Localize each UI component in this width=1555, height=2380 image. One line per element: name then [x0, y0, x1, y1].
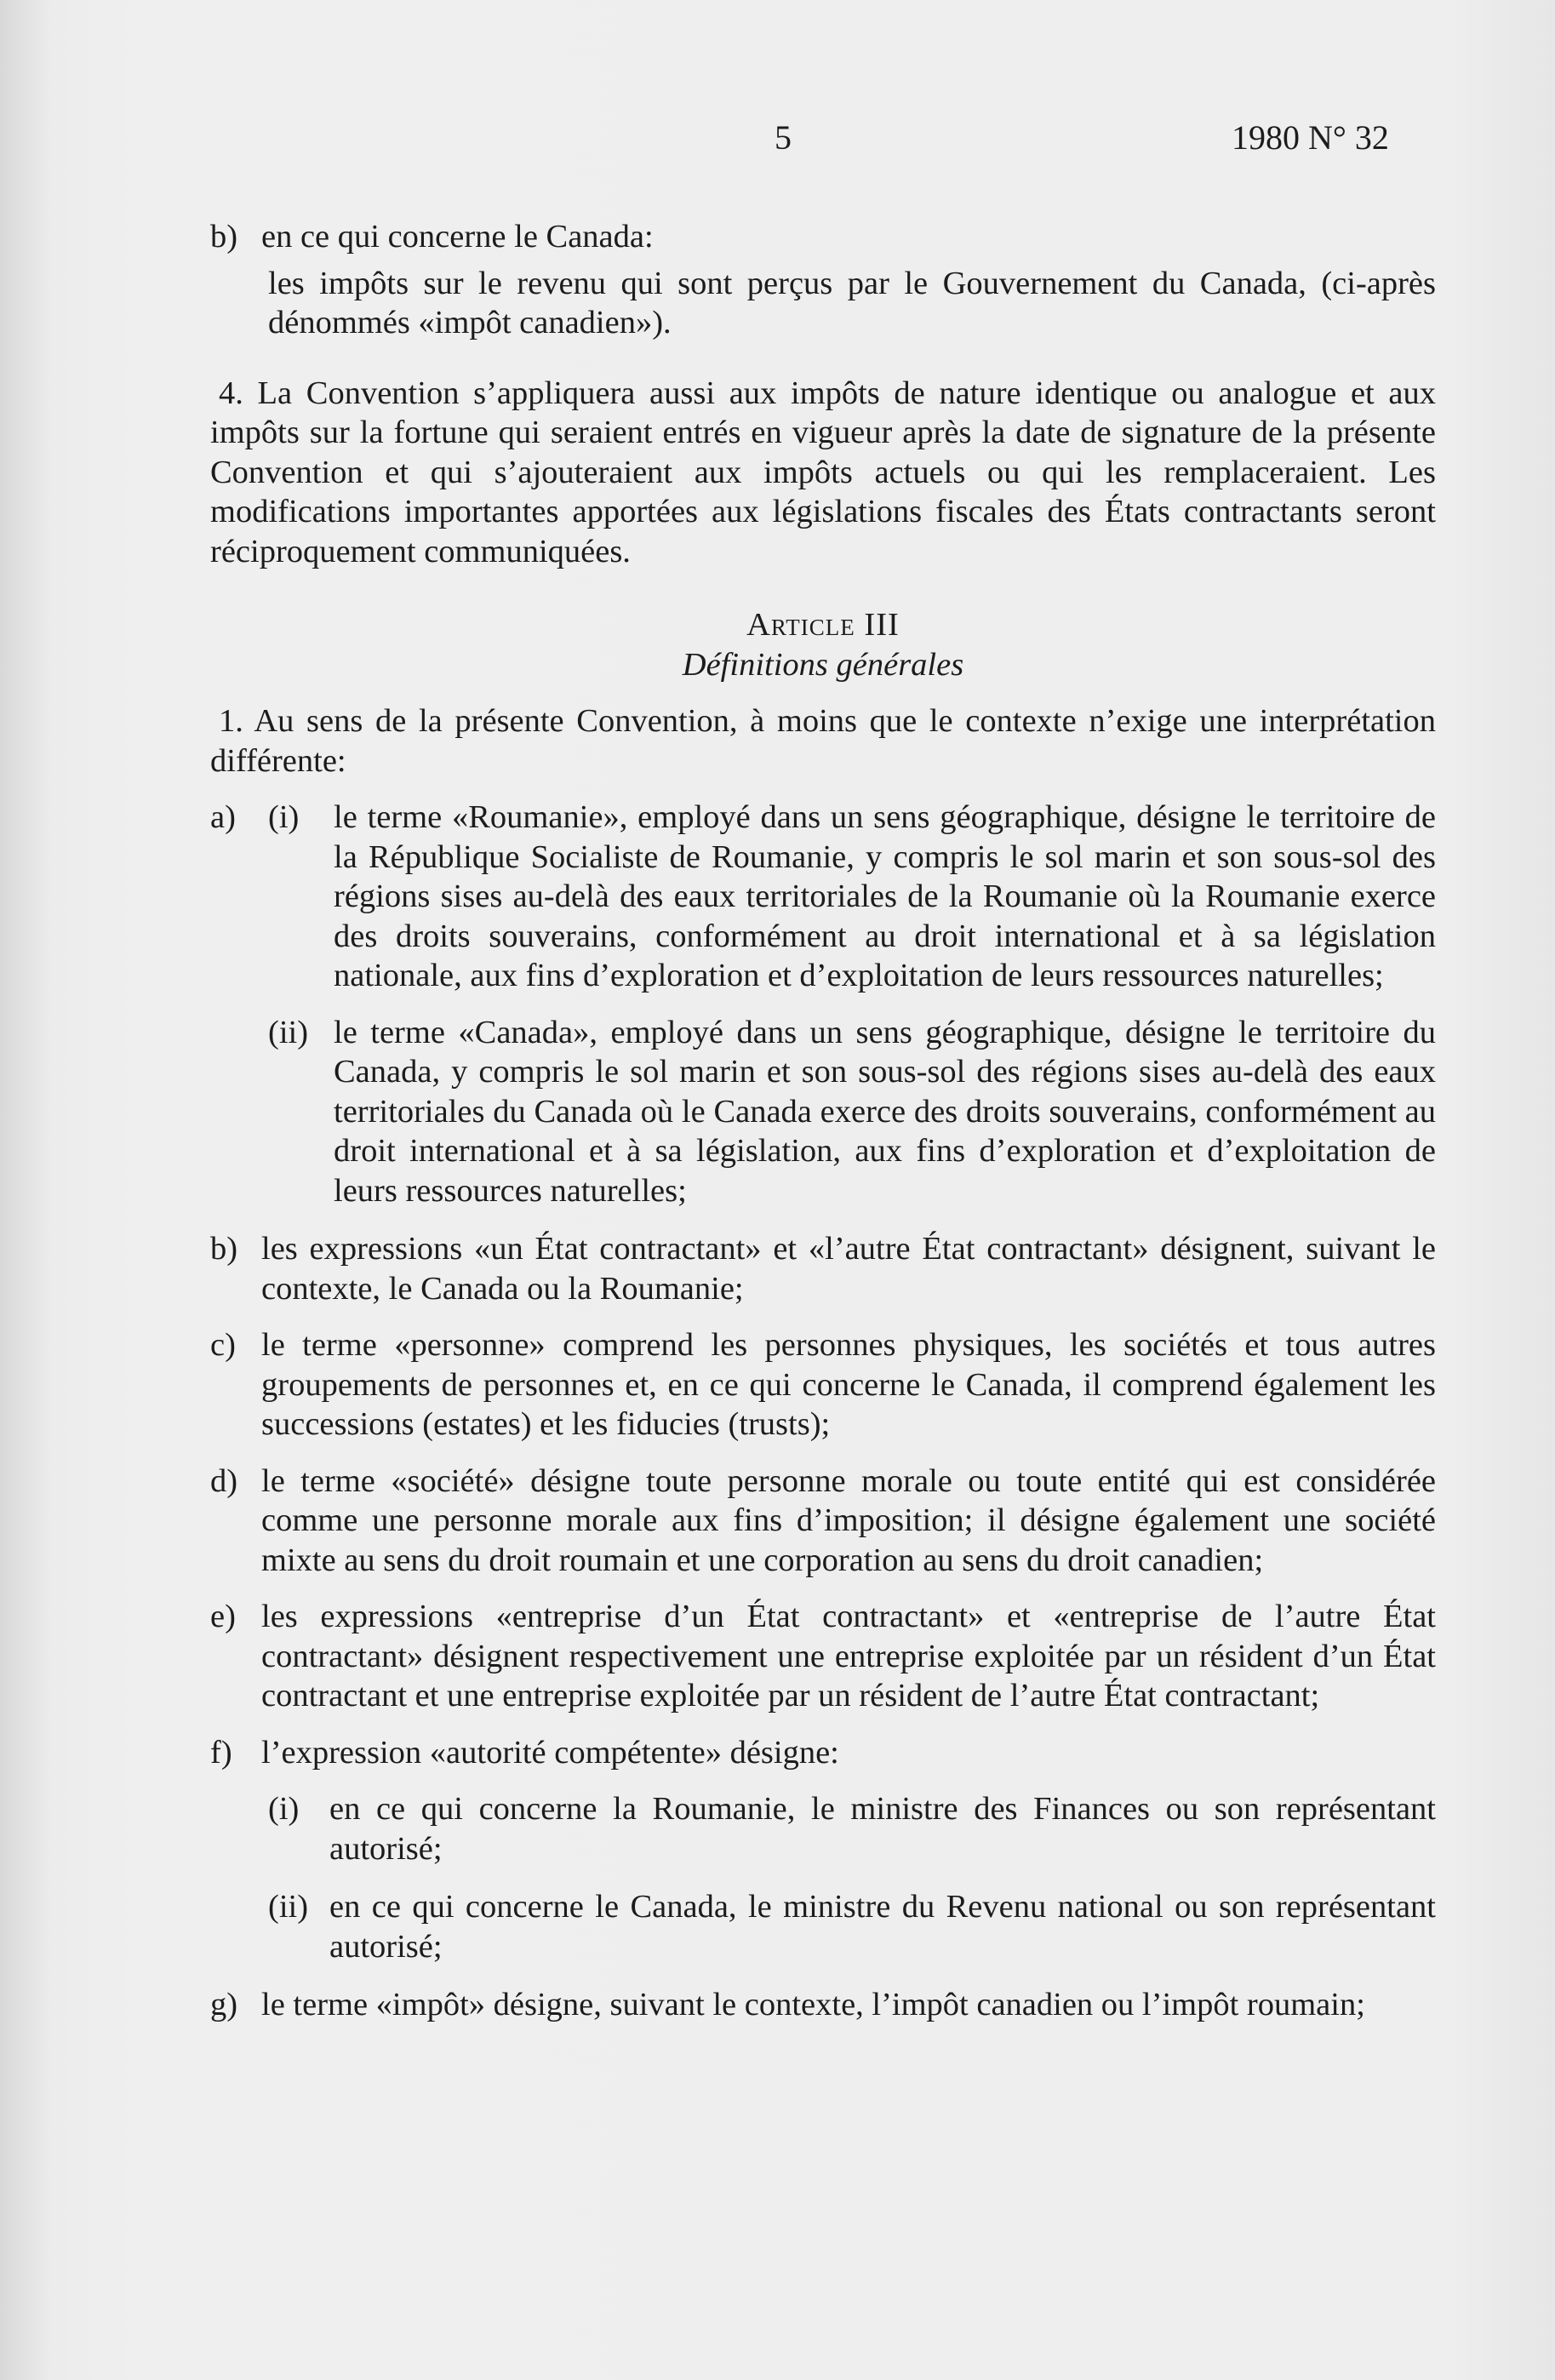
item-text: les expressions «un État contractant» et «l’autre État contractant» désignent, suivant le contexte, le Canada ou la Roumanie; — [261, 1231, 1436, 1307]
year-number: 1980 N° 32 — [1232, 118, 1389, 157]
item-label: e) — [210, 1599, 236, 1634]
item-head: en ce qui concerne le Canada: — [261, 219, 654, 255]
item-b — [210, 1229, 1436, 1308]
subitem-text: en ce qui concerne la Roumanie, le ministre des Finances ou son représentant autorisé; — [329, 1791, 1436, 1867]
subitem-text: le terme «Canada», employé dans un sens géographique, désigne le territoire du Canada, y compris le sol marin et son sous-sol des régions sises au-delà des eaux territoriales du Canada où le Canada exerce des droits souverains, conformément au droit international et à sa législation, aux fins d’exploration et d’exploitation de leurs ressources naturelles; — [334, 1014, 1436, 1209]
item-text: le terme «impôt» désigne, suivant le contexte, l’impôt canadien ou l’impôt roumain; — [261, 1987, 1365, 2022]
item-label: d) — [210, 1462, 238, 1499]
article-subtitle: Définitions générales — [682, 646, 964, 683]
item-text: les impôts sur le revenu qui sont perçus par le Gouvernement du Canada, (ci-après dénommés «impôt canadien»). — [268, 265, 1436, 340]
item-d — [210, 1462, 1436, 1581]
subitem-text: en ce qui concerne le Canada, le ministre du Revenu national ou son représentant autorisé; — [329, 1889, 1436, 1965]
item-label: a) — [210, 799, 236, 835]
subitem-text: le terme «Roumanie», employé dans un sens géographique, désigne le territoire de la République Socialiste de Roumanie, y compris le sol marin et son sous-sol des régions sises au-delà des eaux territoriales de la Roumanie où la Roumanie exerce des droits souverains, conformément au droit international et à sa législation nationale, aux fins d’exploration et d’exploitation de leurs ressources naturelles; — [334, 799, 1436, 993]
item-b-canada-text — [210, 264, 1436, 343]
item-label: b) — [210, 1231, 238, 1267]
item-b-canada — [210, 217, 1436, 257]
item-text: le terme «personne» comprend les personnes physiques, les sociétés et tous autres groupements de personnes et, en ce qui concerne le Canada, il comprend également les successions (estates) et les fiducies (trusts); — [261, 1327, 1436, 1442]
subitem-label: (ii) — [268, 1014, 309, 1050]
subitem-label: (ii) — [268, 1889, 309, 1925]
item-text: l’expression «autorité compétente» désigne: — [261, 1734, 839, 1771]
document-body — [210, 217, 1436, 2042]
subitem-label: (i) — [268, 1791, 300, 1827]
item-e — [210, 1597, 1436, 1716]
item-label: f) — [210, 1734, 232, 1771]
item-c — [210, 1325, 1436, 1445]
item-label: c) — [210, 1327, 236, 1363]
paragraph-4: 4. La Convention s’appliquera aussi aux impôts de nature identique ou analogue et aux impôts sur la fortune qui seraient entrés en vigueur après la date de signature de la présente Convention et qui s’ajouteraient aux impôts actuels ou qui les remplaceraient. Les modifications importantes apportées aux législations fiscales des États contractants seront réciproquement communiquées. — [210, 375, 1436, 569]
item-text: le terme «société» désigne toute personne morale ou toute entité qui est considérée comme une personne morale aux fins d’imposition; il désigne également une société mixte au sens du droit roumain et une corporation au sens du droit canadien; — [261, 1462, 1436, 1578]
subitem-label: (i) — [268, 799, 300, 835]
item-f-ii — [210, 1887, 1436, 1966]
item-a-ii — [210, 1013, 1436, 1211]
item-label: b) — [210, 219, 238, 255]
article-title: Article III — [746, 607, 900, 643]
item-label: g) — [210, 1987, 238, 2022]
item-g — [210, 1985, 1436, 2025]
page-header — [0, 109, 1555, 160]
item-text: les expressions «entreprise d’un État contractant» et «entreprise de l’autre État contractant» désignent respectivement une entreprise exploitée par un résident d’un État contractant et une entreprise exploitée par un résident de l’autre État contractant; — [261, 1599, 1436, 1713]
item-a-i — [210, 798, 1436, 996]
item-f — [210, 1733, 1436, 1773]
page-number: 5 — [775, 118, 792, 157]
paragraph-1: 1. Au sens de la présente Convention, à moins que le contexte n’exige une interprétation différente: — [210, 703, 1436, 779]
item-f-i — [210, 1789, 1436, 1868]
